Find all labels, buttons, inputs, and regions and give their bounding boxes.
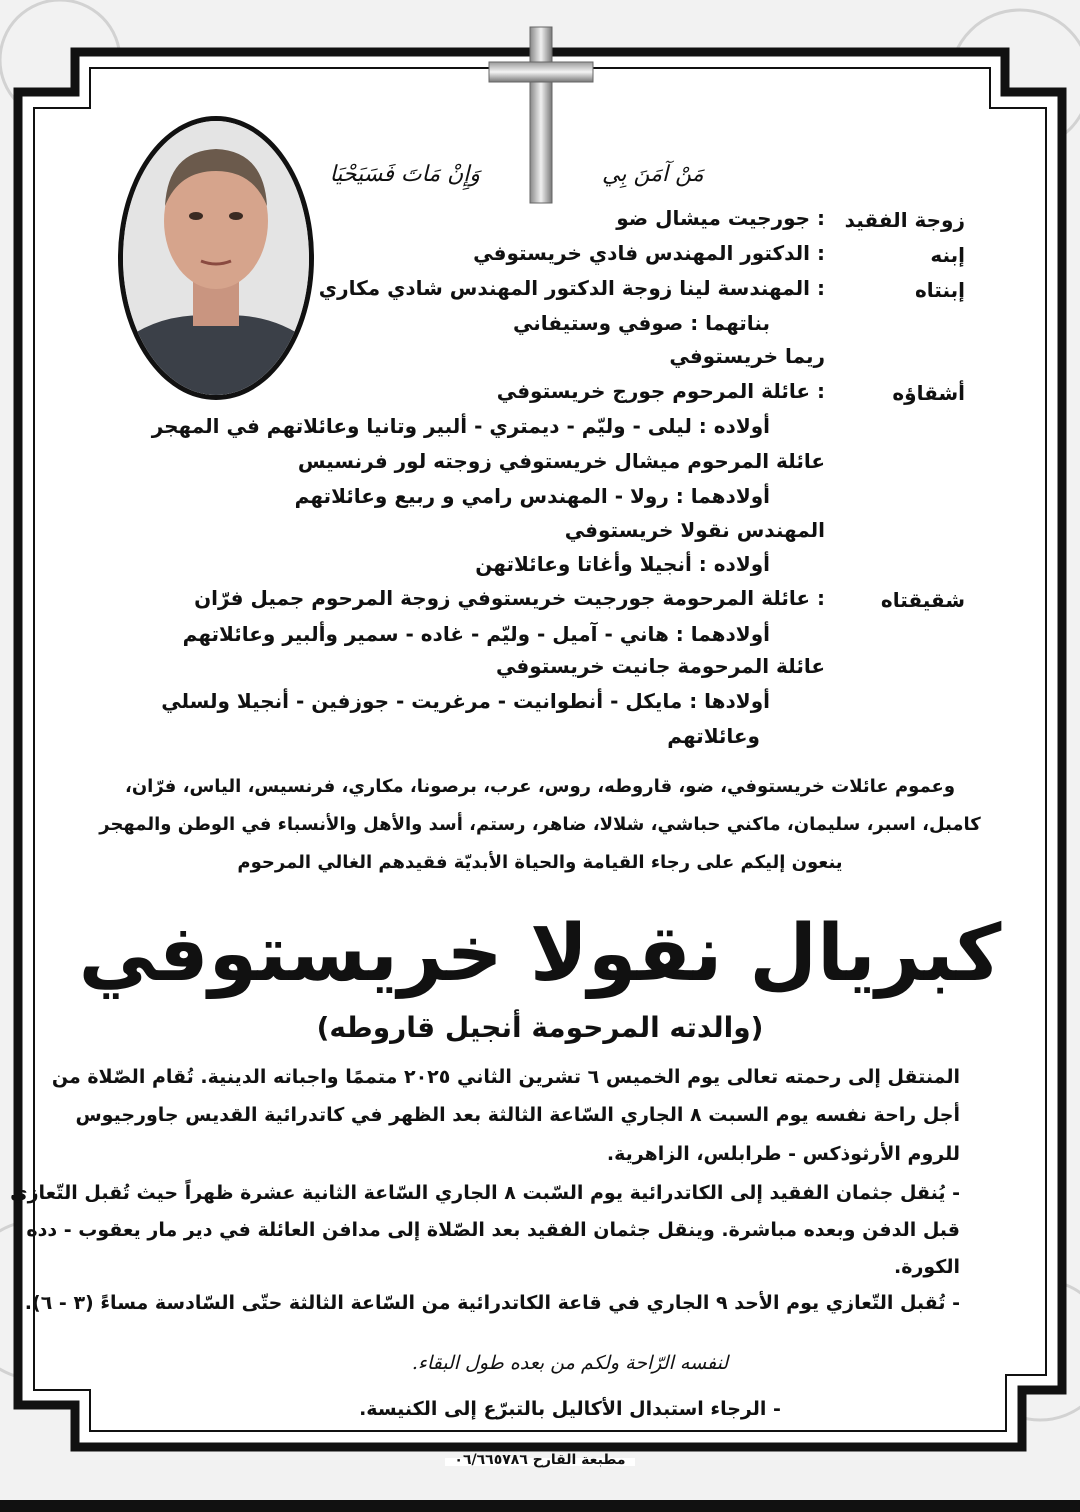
verse-left: مَنْ آمَنَ بِي	[602, 162, 704, 187]
relation-text: : الدكتور المهندس فادي خريستوفي	[473, 241, 825, 265]
deceased-name: كبريال نقولا خريستوفي	[78, 909, 1002, 999]
details-line: للروم الأرثوذكس - طرابلس، الزاهرية.	[606, 1143, 960, 1165]
relation-text: أولاده : أنجيلا وأغاتا وعائلاتهن	[475, 552, 770, 576]
relation-label: إبنه	[930, 243, 965, 267]
relation-text: أولادهما : هاني - آميل - وليّم - غاده - سمير وألبير وعائلاتهم	[182, 622, 770, 646]
details-line: أجل راحة نفسه يوم السبت ٨ الجاري السّاعة الثالثة بعد الظهر في كاتدرائية القديس جاورجيوس	[75, 1104, 960, 1126]
families-line-3: ينعون إليكم على رجاء القيامة والحياة الأبديّة فقيدهم الغالي المرحوم	[237, 852, 843, 873]
verse-right: وَإِنْ مَاتَ فَسَيَحْيَا	[329, 162, 480, 187]
closing-text: لنفسه الرّاحة ولكم من بعده طول البقاء.	[411, 1352, 729, 1374]
relation-text: المهندس نقولا خريستوفي	[564, 518, 825, 542]
details-line: - يُنقل جثمان الفقيد إلى الكاتدرائية يوم السّبت ٨ الجاري السّاعة الثانية عشرة ظهراً حيث تُقبل التّعازي	[10, 1182, 960, 1204]
relation-label: شقيقتاه	[880, 588, 965, 612]
mother-name: (والدته المرحومة أنجيل قاروطه)	[316, 1011, 764, 1044]
relation-text: : عائلة المرحومة جورجيت خريستوفي زوجة المرحوم جميل فرّان	[194, 586, 825, 610]
details-line: الكورة.	[894, 1256, 960, 1278]
relation-text: عائلة المرحومة جانيت خريستوفي	[495, 654, 825, 678]
details-line: - تُقبل التّعازي يوم الأحد ٩ الجاري في قاعة الكاتدرائية من السّاعة الثالثة حتّى السّادسة مساءً (٣ - ٦).	[24, 1292, 960, 1314]
wreath-note: - الرجاء استبدال الأكاليل بالتبرّع إلى الكنيسة.	[359, 1398, 781, 1420]
relation-text: عائلة المرحوم ميشال خريستوفي زوجته لور فرنسيس	[297, 449, 825, 473]
families-line-2: كامبل، اسبر، سليمان، ماكني حباشي، شلالا، ضاهر، رستم، أسد والأهل والأنسباء في الوطن والمهجر	[99, 814, 981, 835]
relation-label: إبنتاه	[914, 278, 965, 302]
relation-label: أشقاؤه	[892, 381, 965, 405]
relation-text: أولادها : مايكل - أنطوانيت - مرغريت - جوزفين - أنجيلا ولسلي	[161, 689, 770, 713]
relation-text: أولادهما : رولا - المهندس رامي و ربيع وعائلاتهم	[294, 484, 770, 508]
deceased-photo	[118, 116, 314, 400]
relation-text: بناتهما : صوفي وستيفاني	[513, 311, 770, 335]
families-line-1: وعموم عائلات خريستوفي، ضو، قاروطه، روس، عرب، برصونا، مكاري، فرنسيس، الياس، فرّان،	[124, 776, 956, 797]
relation-text: : جورجيت ميشال ضو	[616, 206, 825, 230]
cross-icon	[485, 25, 597, 205]
relation-text: : عائلة المرحوم جورج خريستوفي	[496, 379, 825, 403]
printer-credit: مطبعة القارح ٠٦/٦٦٥٧٨٦	[454, 1452, 626, 1468]
relation-text: ريما خريستوفي	[669, 344, 825, 368]
details-line: قبل الدفن وبعده مباشرة. وينقل جثمان الفقيد بعد الصّلاة إلى مدافن العائلة في دير مار يعقوب - دده	[26, 1219, 960, 1241]
relation-text: وعائلاتهم	[667, 724, 760, 748]
details-line: المنتقل إلى رحمته تعالى يوم الخميس ٦ تشرين الثاني ٢٠٢٥ متممًا واجباته الدينية. تُقام الصّلاة من	[51, 1066, 960, 1088]
relation-text: أولاده : ليلى - وليّم - ديمتري - ألبير وتانيا وعائلاتهم في المهجر	[151, 414, 770, 438]
relation-text: : المهندسة لينا زوجة الدكتور المهندس شادي مكاري	[318, 276, 825, 300]
relation-label: زوجة الفقيد	[844, 208, 965, 232]
